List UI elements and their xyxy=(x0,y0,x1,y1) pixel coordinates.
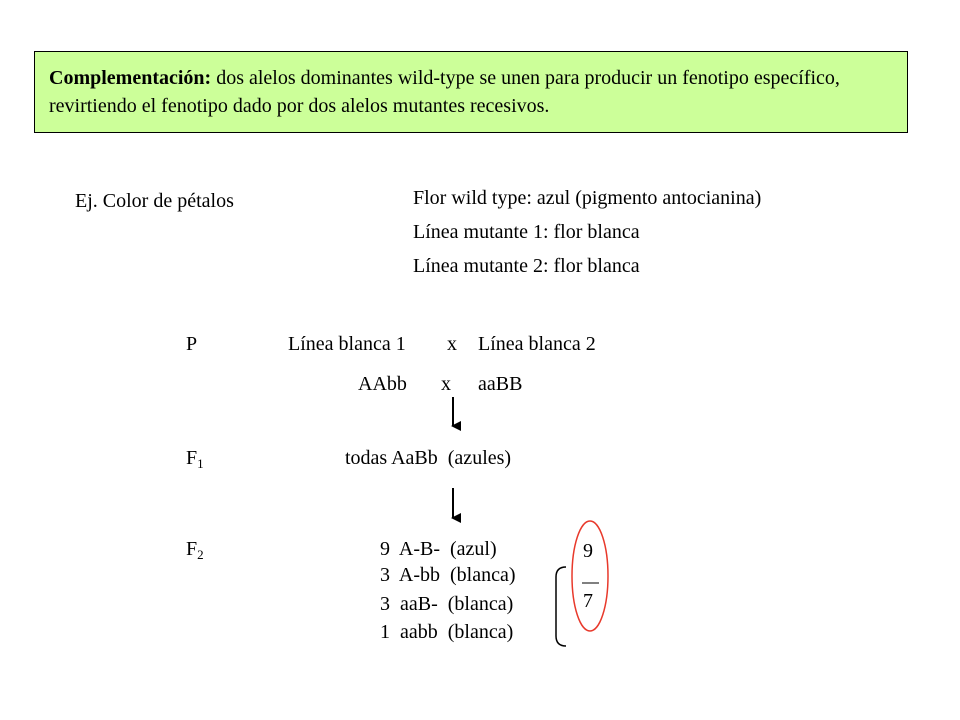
definition-body: dos alelos dominantes wild-type se unen para producir un fenotipo específico, revirtiendo el fenotipo dado por dos alelos mutantes recesivos. xyxy=(49,67,840,117)
mutant-line-1: Línea mutante 1: flor blanca xyxy=(413,221,640,243)
parent-genotype-2: aaBB xyxy=(478,373,523,395)
ratio-circle-icon xyxy=(572,521,608,631)
example-label: Ej. Color de pétalos xyxy=(75,190,234,212)
definition-term: Complementación: xyxy=(49,67,212,89)
f2-row-blanca-1: 3 A-bb (blanca) xyxy=(380,564,516,586)
f2-row-blanca-3: 1 aabb (blanca) xyxy=(380,621,514,643)
ratio-nine: 9 xyxy=(583,540,593,562)
genotype-cross-symbol: x xyxy=(441,373,451,395)
f2-generation-label: $F_2$ xyxy=(186,538,204,562)
f1-result: todas AaBb (azules) xyxy=(345,447,512,469)
mutant-line-2: Línea mutante 2: flor blanca xyxy=(413,255,640,277)
f2-row-blanca-2: 3 aaB- (blanca) xyxy=(380,593,514,615)
parent-white-line-1: Línea blanca 1 xyxy=(288,333,406,355)
wild-type-line: Flor wild type: azul (pigmento antocianina) xyxy=(413,187,762,209)
ratio-seven: 7 xyxy=(583,590,593,612)
parent-genotype-1: AAbb xyxy=(358,373,407,395)
f1-generation-label: $F_1$ xyxy=(186,447,204,471)
parent-white-line-2: Línea blanca 2 xyxy=(478,333,596,355)
grouping-bracket-icon xyxy=(556,567,566,646)
cross-symbol: x xyxy=(447,333,457,355)
p-generation-label: P xyxy=(186,333,198,355)
f2-row-azul: 9 A-B- (azul) xyxy=(380,538,497,560)
